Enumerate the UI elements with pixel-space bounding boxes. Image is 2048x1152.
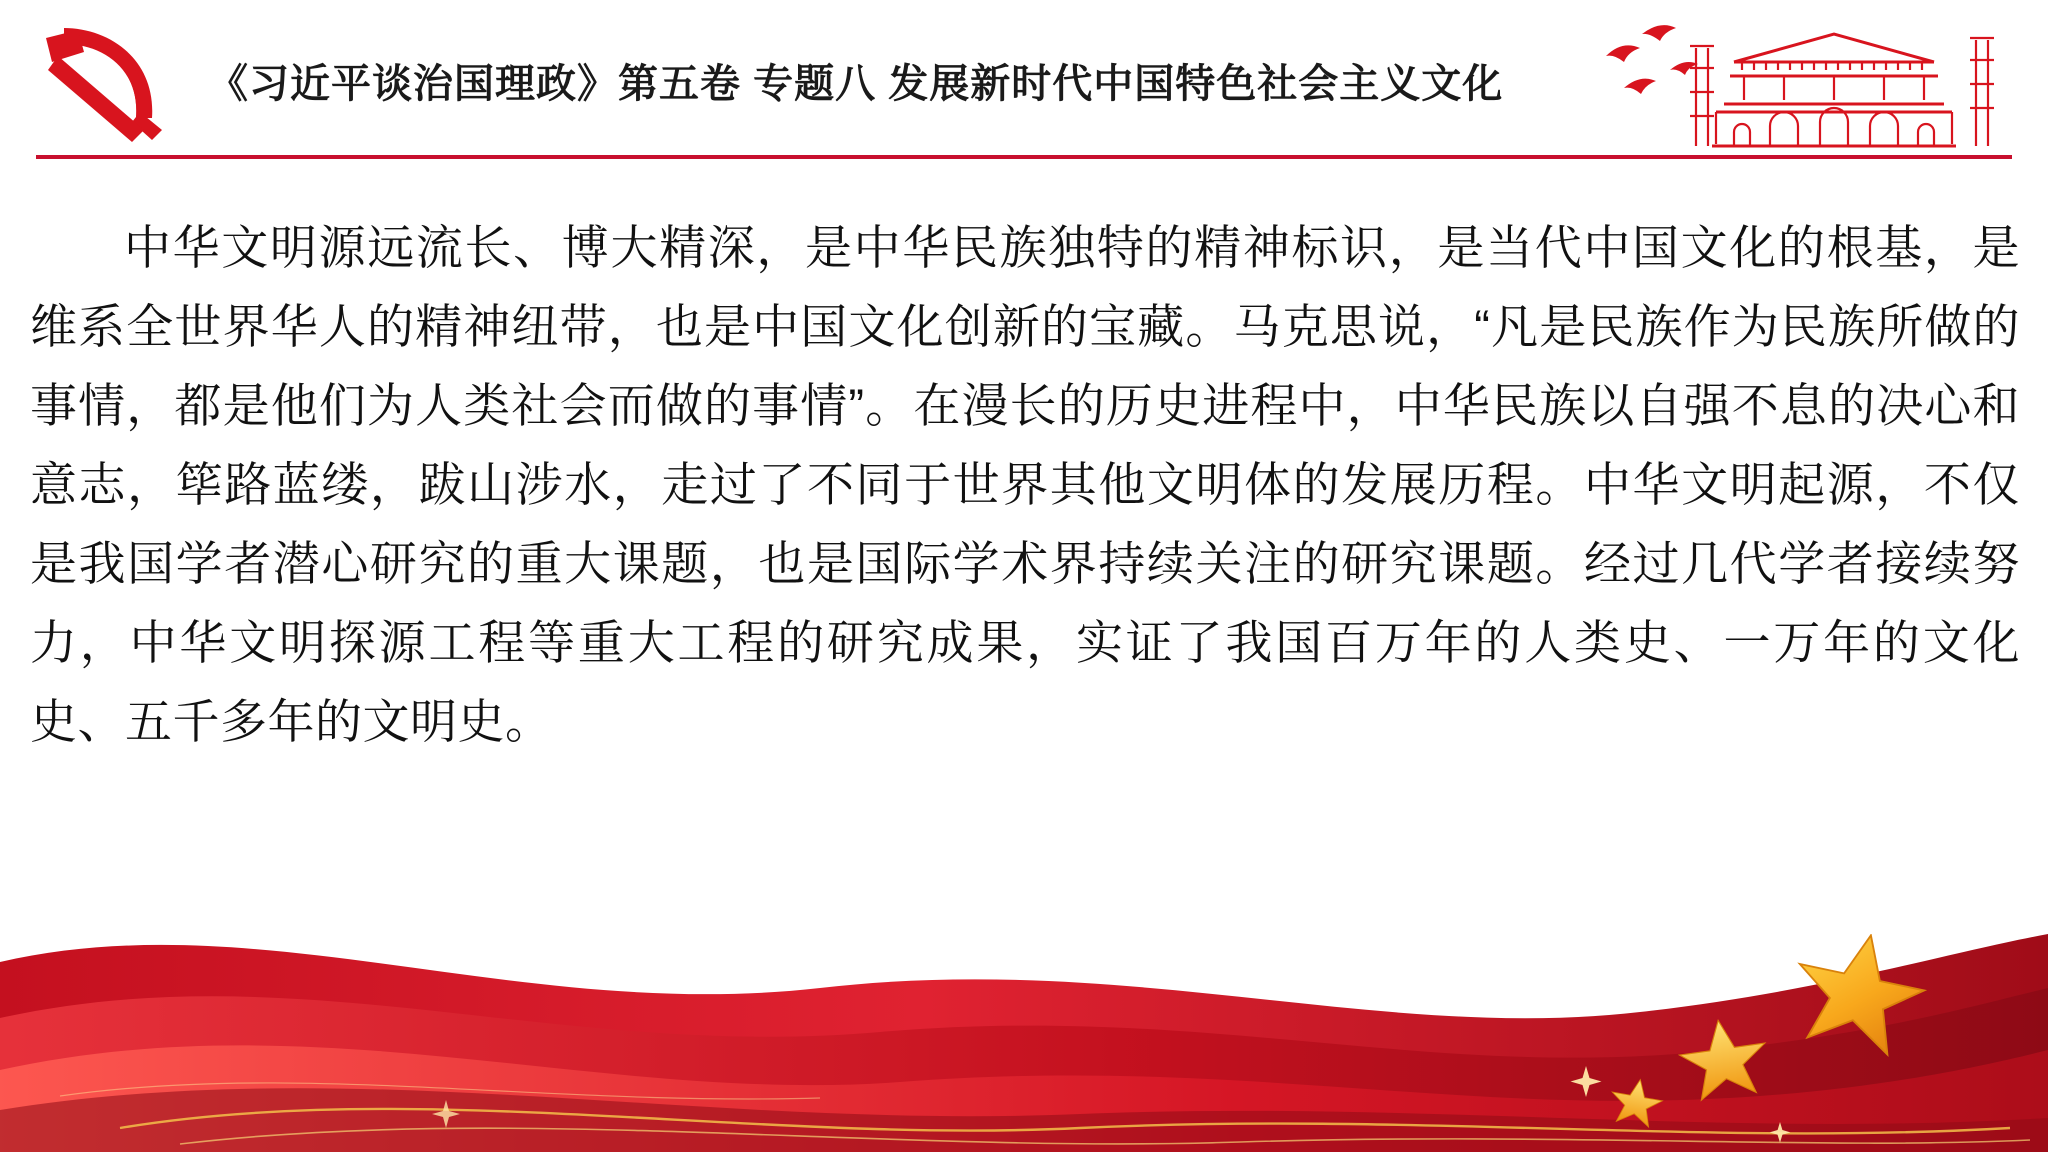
golden-stars-icon [1528, 934, 1988, 1144]
tiananmen-doves-icon [1584, 4, 2024, 154]
footer-decoration [0, 892, 2048, 1152]
header-divider [36, 155, 2012, 159]
slide-header [0, 0, 2048, 160]
body-paragraph: 中华文明源远流长、博大精深，是中华民族独特的精神标识，是当代中国文化的根基，是维系全世界华人的精神纽带，也是中国文化创新的宝藏。马克思说，“凡是民族作为民族所做的事情，都是他们为人类社会而做的事情”。在漫长的历史进程中，中华民族以自强不息的决心和意志，筚路蓝缕，跋山涉水，走过了不同于世界其他文明体的发展历程。中华文明起源，不仅是我国学者潜心研究的重大课题，也是国际学术界持续关注的研究课题。经过几代学者接续努力，中华文明探源工程等重大工程的研究成果，实证了我国百万年的人类史、一万年的文化史、五千多年的文明史。 [30, 221, 2020, 748]
party-emblem-hammer-sickle-icon [40, 12, 180, 142]
page-title: 《习近平谈治国理政》第五卷 专题八 发展新时代中国特色社会主义文化 [208, 62, 1504, 106]
